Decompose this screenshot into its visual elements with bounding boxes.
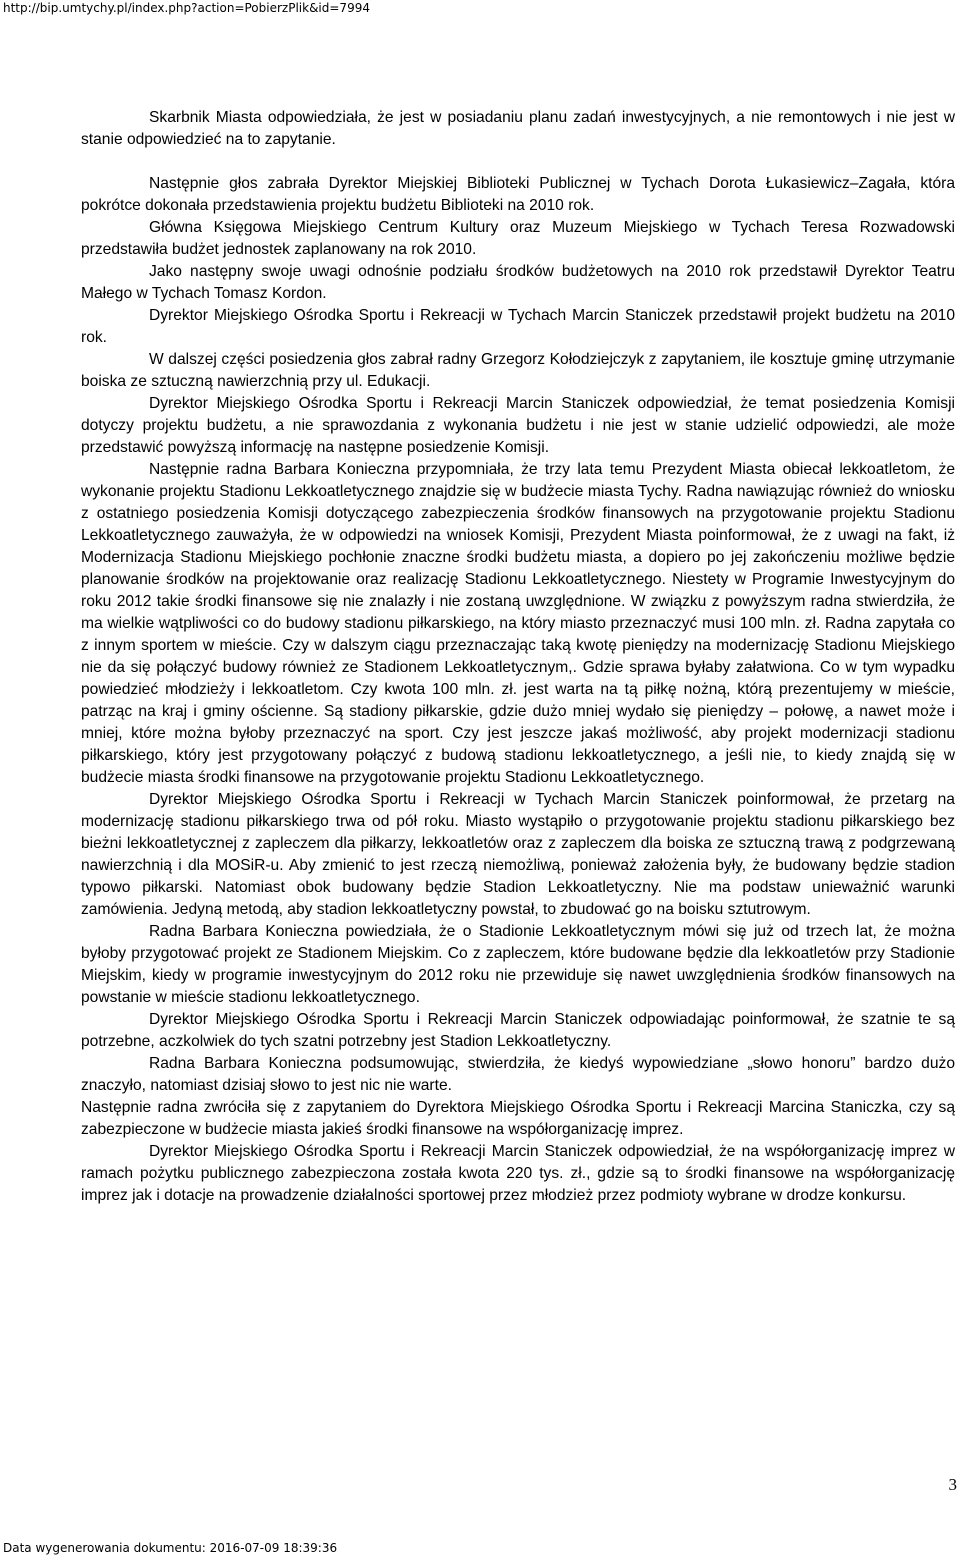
paragraph: Dyrektor Miejskiego Ośrodka Sportu i Rekreacji Marcin Staniczek odpowiedział, że na współorganizację imprez w ramach pożytku publicznego zabezpieczona została kwota 220 tys. zł., gdzie są to środki finansowe na współorganizację imprez jak i dotacje na prowadzenie działalności sportowej przez młodzież przez podmioty wybrane w drodze konkursu. xyxy=(81,1143,955,1204)
paragraph: Następnie głos zabrała Dyrektor Miejskiej Biblioteki Publicznej w Tychach Dorota Łukasiewicz–Zagała, która pokrótce dokonała przedstawienia projektu budżetu Biblioteki na 2010 rok. xyxy=(81,175,955,214)
page-number: 3 xyxy=(948,1475,957,1494)
paragraph: Następnie radna zwróciła się z zapytaniem do Dyrektora Miejskiego Ośrodka Sportu i Rekreacji Marcina Staniczka, czy są zabezpieczone w budżecie miasta jakieś środki finansowe na współorganizację imprez. xyxy=(81,1099,955,1138)
paragraph: Następnie radna Barbara Konieczna przypomniała, że trzy lata temu Prezydent Miasta obiecał lekkoatletom, że wykonanie projektu Stadionu Lekkoatletycznego znajdzie się w budżecie miasta Tychy. Radna nawiązując również do wniosku z ostatniego posiedzenia Komisji dotyczącego zabezpieczenia środków finansowych na przygotowanie projektu Stadionu Lekkoatletycznego zauważyła, że w odpowiedzi na wniosek Komisji, Prezydent Miasta poinformował, że z uwagi na fakt, iż Modernizacja Stadionu Miejskiego pochłonie znaczne środki budżetu miasta, a dopiero po jej zakończeniu możliwe będzie planowanie środków na projektowanie oraz realizację Stadionu Lekkoatletycznego. Niestety w Programie Inwestycyjnym do roku 2012 takie środki finansowe się nie znalazły i nie zostaną uwzględnione. W związku z powyższym radna stwierdziła, że ma wielkie wątpliwości co do budowy stadionu piłkarskiego, na który miasto przeznaczyć musi 100 mln. zł. Radna zapytała co z innym sportem w mieście. Czy w dalszym ciągu przeznaczając taką kwotę pieniędzy na modernizację Stadionu Miejskiego nie da się połączyć budowy również ze Stadionem Lekkoatletycznym,. Gdzie sprawa byłaby załatwiona. Co w tym wypadku powiedzieć młodzieży i lekkoatletom. Czy kwota 100 mln. zł. jest warta na tą piłkę nożną, którą prezentujemy w mieście, patrząc na kraj i gminy ościenne. Są stadiony piłkarskie, gdzie dużo mniej wydało się pieniędzy – połowę, a nawet może i mniej, które można byłoby przeznaczyć na sport. Czy jest jeszcze jakaś możliwość, aby projekt modernizacji stadionu piłkarskiego, który jest przygotowany połączyć z budową stadionu lekkoatletycznego, a jeśli nie, to kiedy znajdą się w budżecie miasta środki finansowe na przygotowanie projektu Stadionu Lekkoatletycznego. xyxy=(81,461,955,786)
document-body xyxy=(81,107,955,1207)
paragraph: Główna Księgowa Miejskiego Centrum Kultury oraz Muzeum Miejskiego w Tychach Teresa Rozwadowski przedstawiła budżet jednostek zaplanowany na rok 2010. xyxy=(81,219,955,258)
paragraph: Dyrektor Miejskiego Ośrodka Sportu i Rekreacji w Tychach Marcin Staniczek przedstawił projekt budżetu na 2010 rok. xyxy=(81,307,955,346)
paragraph: Dyrektor Miejskiego Ośrodka Sportu i Rekreacji Marcin Staniczek odpowiadając poinformował, że szatnie te są potrzebne, aczkolwiek do tych szatni potrzebny jest Stadion Lekkoatletyczny. xyxy=(81,1011,955,1050)
paragraph: Skarbnik Miasta odpowiedziała, że jest w posiadaniu planu zadań inwestycyjnych, a nie remontowych i nie jest w stanie odpowiedzieć na to zapytanie. xyxy=(81,109,955,148)
paragraph: Dyrektor Miejskiego Ośrodka Sportu i Rekreacji w Tychach Marcin Staniczek poinformował, że przetarg na modernizację stadionu piłkarskiego trwa od pół roku. Miasto wystąpiło o przygotowanie projektu stadionu piłkarskiego bez bieżni lekkoatletycznej z zapleczem dla piłkarzy, lekkoatletów oraz z zapleczem dla boiska ze sztuczną trawą z podgrzewaną nawierzchnią i dla MOSiR-u. Aby zmienić to jest rzeczą niemożliwą, ponieważ założenia były, że budowany będzie stadion typowo piłkarski. Natomiast obok budowany będzie Stadion Lekkoatletyczny. Nie ma podstaw unieważnić warunki zamówienia. Jedyną metodą, aby stadion lekkoatletyczny powstał, to zbudować go na boisku sztutrowym. xyxy=(81,791,955,918)
source-url: http://bip.umtychy.pl/index.php?action=PobierzPlik&id=7994 xyxy=(3,1,370,15)
paragraph: W dalszej części posiedzenia głos zabrał radny Grzegorz Kołodziejczyk z zapytaniem, ile kosztuje gminę utrzymanie boiska ze sztuczną nawierzchnią przy ul. Edukacji. xyxy=(81,351,955,390)
paragraph: Jako następny swoje uwagi odnośnie podziału środków budżetowych na 2010 rok przedstawił Dyrektor Teatru Małego w Tychach Tomasz Kordon. xyxy=(81,263,955,302)
generation-date-footer: Data wygenerowania dokumentu: 2016-07-09 18:39:36 xyxy=(3,1541,338,1555)
paragraph: Radna Barbara Konieczna powiedziała, że o Stadionie Lekkoatletycznym mówi się już od trzech lat, że można byłoby przygotować projekt ze Stadionem Miejskim. Co z zapleczem, które budowane będzie dla lekkoatletów przy Stadionie Miejskim, kiedy w programie inwestycyjnym do 2012 roku nie przewiduje się nawet uwzględnienia środków finansowych na powstanie w mieście stadionu lekkoatletycznego. xyxy=(81,923,955,1006)
paragraph: Radna Barbara Konieczna podsumowując, stwierdziła, że kiedyś wypowiedziane „słowo honoru” bardzo dużo znaczyło, natomiast dzisiaj słowo to jest nic nie warte. xyxy=(81,1055,955,1094)
paragraph: Dyrektor Miejskiego Ośrodka Sportu i Rekreacji Marcin Staniczek odpowiedział, że temat posiedzenia Komisji dotyczy projektu budżetu, a nie sprawozdania z wykonania budżetu i nie jest w stanie udzielić odpowiedzi, ale może przedstawić powyższą informację na następne posiedzenie Komisji. xyxy=(81,395,955,456)
